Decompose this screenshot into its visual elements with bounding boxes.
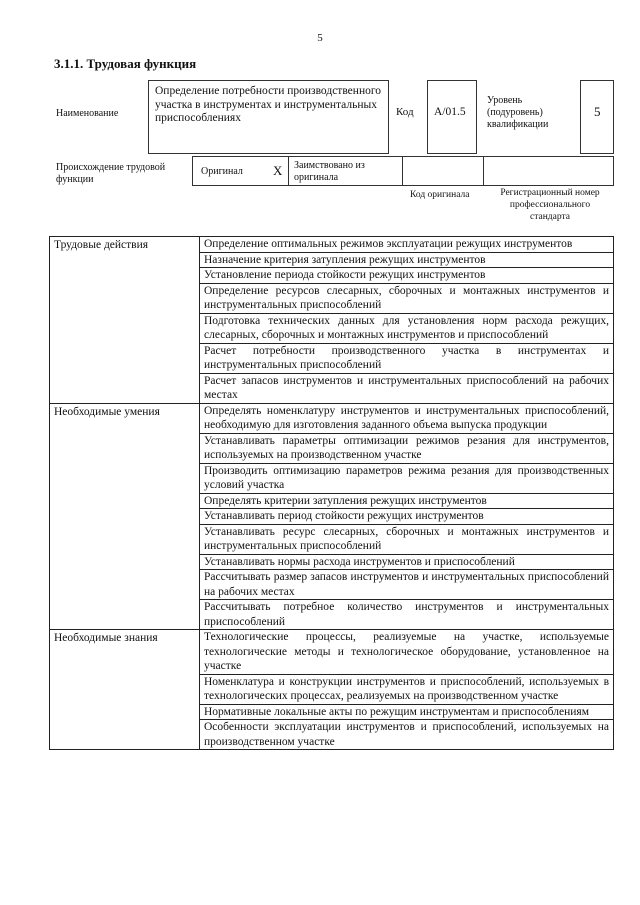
table-row	[50, 403, 614, 433]
code-value: A/01.5	[434, 106, 466, 118]
code-original-caption: Код оригинала	[410, 190, 470, 200]
level-value: 5	[594, 104, 601, 119]
origin-label: Происхождение трудовой функции	[56, 162, 166, 185]
code-label: Код	[396, 106, 414, 118]
item-cell: Нормативные локальные акты по режущим инструментам и приспособлениям	[200, 704, 614, 720]
original-label: Оригинал	[201, 166, 243, 177]
original-box	[192, 156, 289, 186]
item-cell: Определять критерии затупления режущих инструментов	[200, 493, 614, 509]
table-row	[50, 237, 614, 253]
borrowed-box	[288, 156, 403, 186]
code-original-box	[402, 156, 484, 186]
category-cell: Необходимые знания	[50, 630, 200, 750]
item-cell: Рассчитывать потребное количество инструментов и инструментальных приспособлений	[200, 600, 614, 630]
code-value-box	[427, 80, 477, 154]
table-row	[50, 630, 614, 675]
page-number: 5	[317, 32, 323, 44]
item-cell: Производить оптимизацию параметров режима резания для производственных условий участка	[200, 463, 614, 493]
item-cell: Подготовка технических данных для установления норм расхода режущих, слесарных, сборочных и монтажных инструментов и приспособлений	[200, 313, 614, 343]
name-value-box	[148, 80, 389, 154]
item-cell: Устанавливать период стойкости режущих инструментов	[200, 509, 614, 525]
item-cell: Устанавливать ресурс слесарных, сборочных и монтажных инструментов и инструментальных приспособлений	[200, 524, 614, 554]
name-value: Определение потребности производственного участка в инструментах и инструментальных приспособлениях	[155, 85, 382, 124]
original-mark: X	[273, 163, 283, 178]
level-label: Уровень (подуровень) квалификации	[487, 95, 549, 130]
borrowed-label: Заимствовано из оригинала	[294, 160, 365, 183]
item-cell: Технологические процессы, реализуемые на участке, используемые технологические методы и технологическое оборудование, установленное на участке	[200, 630, 614, 675]
item-cell: Номенклатура и конструкции инструментов и приспособлений, используемых в технологических процессах, реализуемых на производственном участке	[200, 674, 614, 704]
category-cell: Необходимые умения	[50, 403, 200, 630]
item-cell: Назначение критерия затупления режущих инструментов	[200, 252, 614, 268]
item-cell: Устанавливать параметры оптимизации режимов резания для инструментов, используемых на производственном участке	[200, 433, 614, 463]
item-cell: Рассчитывать размер запасов инструментов и инструментальных приспособлений на рабочих местах	[200, 570, 614, 600]
section-title: 3.1.1. Трудовая функция	[54, 56, 197, 71]
name-label: Наименование	[56, 108, 119, 119]
item-cell: Особенности эксплуатации инструментов и приспособлений, используемых на производственном участке	[200, 720, 614, 750]
level-value-box	[580, 80, 614, 154]
reg-number-caption: Регистрационный номер профессионального стандарта	[500, 188, 600, 222]
item-cell: Устанавливать нормы расхода инструментов и приспособлений	[200, 554, 614, 570]
category-cell: Трудовые действия	[50, 237, 200, 404]
item-cell: Определять номенклатуру инструментов и инструментальных приспособлений, необходимую для изготовления заданного объема выпуска продукции	[200, 403, 614, 433]
reg-number-box	[483, 156, 614, 186]
item-cell: Расчет запасов инструментов и инструментальных приспособлений на рабочих местах	[200, 373, 614, 403]
item-cell: Расчет потребности производственного участка в инструментах и инструментальных приспособлений	[200, 343, 614, 373]
item-cell: Определение оптимальных режимов эксплуатации режущих инструментов	[200, 237, 614, 253]
function-table	[49, 236, 614, 750]
item-cell: Установление периода стойкости режущих инструментов	[200, 268, 614, 284]
item-cell: Определение ресурсов слесарных, сборочных и монтажных инструментов и инструментальных приспособлений	[200, 283, 614, 313]
